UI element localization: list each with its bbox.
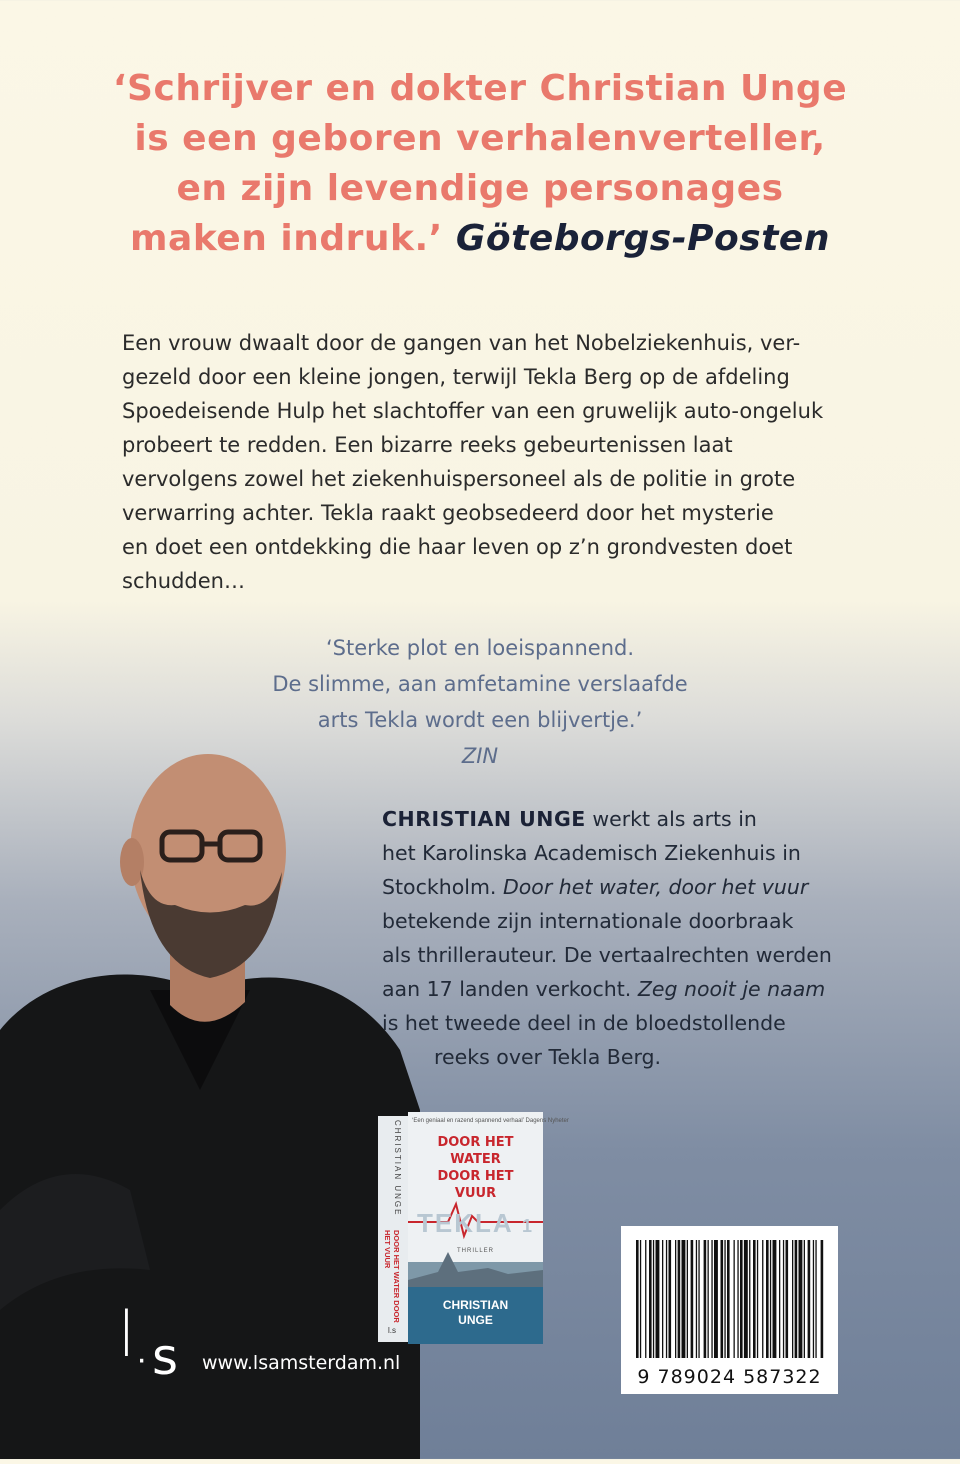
blurb-line: Spoedeisende Hulp het slachtoffer van een gruwelijk auto-ongeluk <box>122 399 824 423</box>
book-title-line: VUUR <box>454 1186 497 1201</box>
bio-text: werkt als arts in <box>585 807 757 831</box>
book-spine-title: DOOR HET WATER DOOR HET VUUR <box>383 1230 401 1323</box>
author-bio <box>382 802 842 1074</box>
bio-line: reeks over Tekla Berg. <box>434 1045 662 1069</box>
book-spine-logo: l.s <box>388 1326 396 1335</box>
barcode-bar <box>649 1240 652 1358</box>
blurb-line: en doet een ontdekking die haar leven op z’n grondvesten doet <box>122 535 793 559</box>
book-spine-author: CHRISTIAN UNGE <box>393 1120 402 1217</box>
book-series-name: TEKLA <box>417 1208 513 1238</box>
bio-line <box>382 802 842 836</box>
barcode-bar <box>808 1240 811 1358</box>
logo-letter-l: l <box>118 1298 136 1371</box>
barcode-bars <box>621 1226 838 1366</box>
barcode-bar <box>744 1240 748 1358</box>
barcode-bar <box>721 1240 724 1358</box>
top-quote-line: is een geboren verhalenverteller, <box>134 118 826 159</box>
publisher-logo <box>118 1298 188 1396</box>
book-title-ref: Zeg nooit je naam <box>637 977 826 1001</box>
barcode-bar <box>762 1240 763 1358</box>
book-author <box>408 1298 543 1328</box>
barcode-bar <box>645 1240 646 1358</box>
barcode-bar <box>804 1240 805 1358</box>
review-quote <box>0 630 960 774</box>
blurb-line: gezeld door een kleine jongen, terwijl Tekla Berg op de afdeling <box>122 365 790 389</box>
barcode-bar <box>727 1240 730 1358</box>
review-source: ZIN <box>461 744 499 768</box>
barcode-bar <box>737 1240 738 1358</box>
blurb <box>122 326 842 598</box>
book-title-ref: Door het water, door het vuur <box>502 875 809 899</box>
barcode-bar <box>749 1240 750 1358</box>
barcode-bar <box>757 1240 758 1358</box>
book-author-line: CHRISTIAN <box>442 1298 509 1312</box>
barcode-bar <box>653 1240 654 1358</box>
barcode-bar <box>783 1240 784 1358</box>
blurb-line: schudden… <box>122 569 245 593</box>
book-title-line: DOOR HET <box>437 1169 514 1184</box>
top-quote <box>0 64 960 264</box>
book-blurb: ‘Een geniaal en razend spannend verhaal’ Dagens Nyheter <box>412 1118 569 1124</box>
barcode-bar <box>813 1240 814 1358</box>
book-title-line: WATER <box>450 1152 501 1167</box>
barcode-bar <box>682 1240 686 1358</box>
barcode-bar <box>691 1240 694 1358</box>
barcode-bar <box>636 1240 639 1358</box>
book-series-number: 1 <box>521 1216 534 1236</box>
barcode-bar <box>821 1240 824 1358</box>
book-title <box>408 1134 543 1202</box>
barcode-bar <box>766 1240 769 1358</box>
barcode-bar <box>799 1240 803 1358</box>
blurb-line: verwarring achter. Tekla raakt geobsedeerd door het mysterie <box>122 501 774 525</box>
bio-line <box>382 972 842 1006</box>
barcode-bar <box>734 1240 735 1358</box>
top-quote-line-text: maken indruk.’ <box>130 218 443 259</box>
barcode-bar <box>753 1240 756 1358</box>
barcode-bar <box>773 1240 777 1358</box>
barcode-bar <box>656 1240 660 1358</box>
review-line: De slimme, aan amfetamine verslaafde <box>272 672 688 696</box>
barcode-bar <box>795 1240 798 1358</box>
barcode-bar <box>792 1240 793 1358</box>
book-author-line: UNGE <box>458 1313 493 1327</box>
barcode-bar <box>786 1240 789 1358</box>
barcode-bar <box>698 1240 699 1358</box>
bio-line: als thrillerauteur. De vertaalrechten werden <box>382 943 832 967</box>
bio-line: is het tweede deel in de bloedstollende <box>382 1011 786 1035</box>
blurb-line: vervolgens zowel het ziekenhuispersoneel als de politie in grote <box>122 467 796 491</box>
blurb-line: Een vrouw dwaalt door de gangen van het Nobelziekenhuis, ver- <box>122 331 801 355</box>
barcode-number: 9 789024 587322 <box>637 1366 822 1388</box>
barcode <box>621 1226 838 1394</box>
barcode-bar <box>708 1240 709 1358</box>
barcode-bar <box>675 1240 676 1358</box>
bio-text: Stockholm. <box>382 875 503 899</box>
barcode-bar <box>669 1240 672 1358</box>
book-series <box>408 1208 543 1239</box>
barcode-bar <box>714 1240 718 1358</box>
top-quote-line: en zijn levendige personages <box>176 168 784 209</box>
review-line: ‘Sterke plot en loeispannend. <box>325 636 635 660</box>
book-title-line: DOOR HET <box>437 1135 514 1150</box>
review-line: arts Tekla wordt een blijvertje.’ <box>317 708 643 732</box>
barcode-bar <box>815 1240 816 1358</box>
publisher-website[interactable]: www.lsamsterdam.nl <box>202 1352 401 1374</box>
barcode-bar <box>640 1240 641 1358</box>
bio-line: betekende zijn internationale doorbraak <box>382 909 794 933</box>
book-genre: THRILLER <box>456 1248 494 1254</box>
top-quote-source: Göteborgs-Posten <box>455 218 830 259</box>
barcode-bar <box>662 1240 663 1358</box>
top-quote-line: ‘Schrijver en dokter Christian Unge <box>112 68 848 109</box>
top-quote-line <box>0 214 960 264</box>
logo-dot: · <box>136 1340 148 1378</box>
bio-line <box>382 870 842 904</box>
bio-text: aan 17 landen verkocht. <box>382 977 638 1001</box>
barcode-bar <box>696 1240 697 1358</box>
logo-letter-s: s <box>152 1328 179 1386</box>
blurb-line: probeert te redden. Een bizarre reeks gebeurtenissen laat <box>122 433 733 457</box>
author-name: CHRISTIAN UNGE <box>382 807 586 831</box>
barcode-bar <box>779 1240 780 1358</box>
barcode-bar <box>724 1240 725 1358</box>
barcode-bar <box>704 1240 707 1358</box>
bio-line: het Karolinska Academisch Ziekenhuis in <box>382 841 801 865</box>
book-mockup <box>378 1112 569 1347</box>
barcode-bar <box>687 1240 688 1358</box>
barcode-bar <box>678 1240 681 1358</box>
barcode-bar <box>666 1240 667 1358</box>
barcode-bar <box>740 1240 743 1358</box>
barcode-bar <box>770 1240 771 1358</box>
barcode-bar <box>711 1240 712 1358</box>
